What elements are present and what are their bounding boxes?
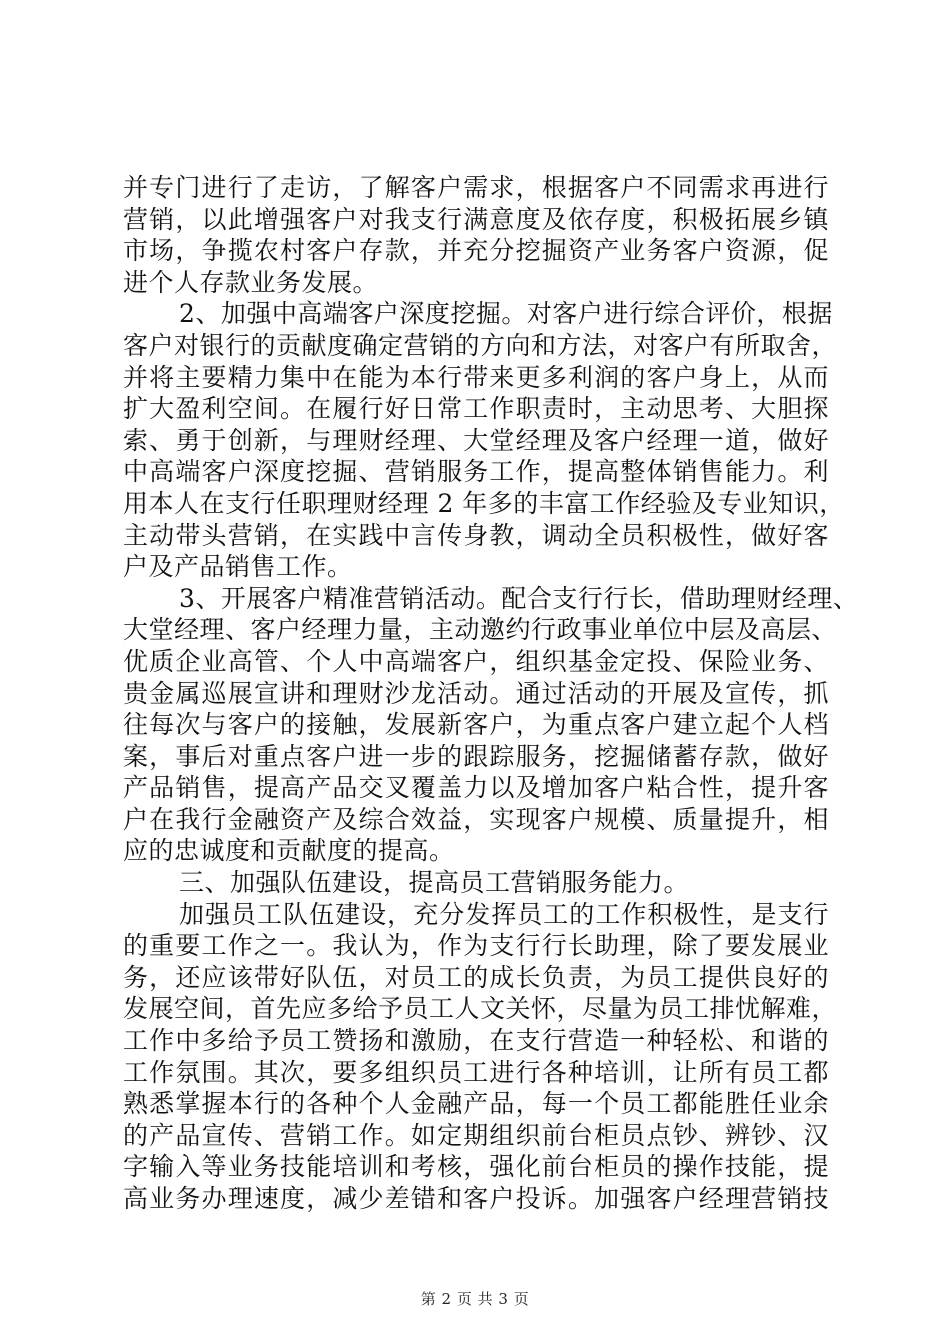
text-line: 并专门进行了走访，了解客户需求，根据客户不同需求再进行 (123, 173, 829, 202)
text-line: 营销，以此增强客户对我支行满意度及依存度，积极拓展乡镇 (123, 204, 829, 234)
text-line: 加强员工队伍建设，充分发挥员工的工作积极性，是支行 (179, 899, 829, 929)
text-line: 工作氛围。其次，要多组织员工进行各种培训，让所有员工都 (123, 1057, 829, 1087)
text-line: 高业务办理速度，减少差错和客户投诉。加强客户经理营销技 (123, 1184, 829, 1213)
text-line: 2、加强中高端客户深度挖掘。对客户进行综合评价，根据 (179, 299, 833, 329)
text-line: 客户对银行的贡献度确定营销的方向和方法，对客户有所取舍， (123, 330, 838, 360)
text-line: 中高端客户深度挖掘、营销服务工作，提高整体销售能力。利 (123, 457, 829, 487)
text-line: 并将主要精力集中在能为本行带来更多利润的客户身上，从而 (123, 362, 829, 392)
text-line: 进个人存款业务发展。 (123, 267, 379, 297)
text-line: 的重要工作之一。我认为，作为支行行长助理，除了要发展业 (123, 931, 829, 961)
text-line: 用本人在支行任职理财经理 2 年多的丰富工作经验及专业知识， (123, 488, 845, 518)
text-line: 熟悉掌握本行的各种个人金融产品，每一个员工都能胜任业余 (123, 1089, 829, 1119)
text-line: 的产品宣传、营销工作。如定期组织前台柜员点钞、辨钞、汉 (123, 1120, 829, 1150)
text-line: 大堂经理、客户经理力量，主动邀约行政事业单位中层及高层、 (123, 615, 838, 645)
text-line: 应的忠诚度和贡献度的提高。 (123, 836, 455, 866)
text-line: 贵金属巡展宣讲和理财沙龙活动。通过活动的开展及宣传，抓 (123, 678, 829, 708)
text-line: 工作中多给予员工赞扬和激励，在支行营造一种轻松、和谐的 (123, 1026, 829, 1056)
text-line: 主动带头营销，在实践中言传身教，调动全员积极性，做好客 (123, 520, 829, 550)
text-line: 扩大盈利空间。在履行好日常工作职责时，主动思考、大胆探 (123, 394, 829, 424)
document-body (123, 172, 859, 1215)
page-number: 第 2 页 共 3 页 (420, 1290, 530, 1308)
text-line: 往每次与客户的接触，发展新客户，为重点客户建立起个人档 (123, 710, 829, 740)
text-line: 户在我行金融资产及综合效益，实现客户规模、质量提升，相 (123, 804, 829, 834)
text-line: 市场，争揽农村客户存款，并充分挖掘资产业务客户资源，促 (123, 236, 829, 266)
text-line: 户及产品销售工作。 (123, 552, 353, 582)
text-line: 索、勇于创新，与理财经理、大堂经理及客户经理一道，做好 (123, 425, 829, 455)
text-line: 三、加强队伍建设，提高员工营销服务能力。 (179, 868, 690, 898)
text-line: 3、开展客户精准营销活动。配合支行行长，借助理财经理、 (179, 583, 859, 613)
text-line: 字输入等业务技能培训和考核，强化前台柜员的操作技能，提 (123, 1152, 829, 1182)
text-line: 务，还应该带好队伍，对员工的成长负责，为员工提供良好的 (123, 962, 829, 992)
text-line: 产品销售，提高产品交叉覆盖力以及增加客户粘合性，提升客 (123, 773, 829, 803)
text-line: 发展空间，首先应多给予员工人文关怀，尽量为员工排忧解难， (123, 994, 838, 1024)
text-line: 案，事后对重点客户进一步的跟踪服务，挖掘储蓄存款，做好 (123, 741, 829, 771)
text-line: 优质企业高管、个人中高端客户，组织基金定投、保险业务、 (123, 646, 829, 676)
